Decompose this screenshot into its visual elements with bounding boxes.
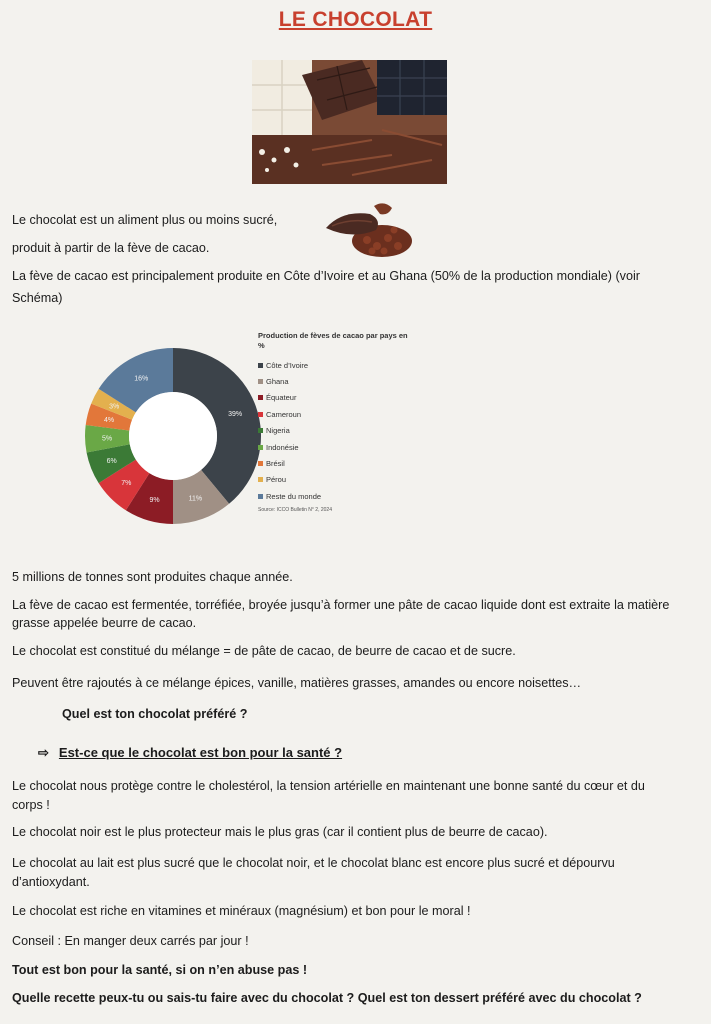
legend-label: Nigeria (266, 426, 290, 436)
health-line-3a: Le chocolat au lait est plus sucré que le chocolat noir, et le chocolat blanc est encore plus sucré et dépourvu (12, 856, 615, 870)
paragraph-process-1: La fève de cacao est fermentée, torréfiée, broyée jusqu’à former une pâte de cacao liquide dont est extraite la matière (12, 598, 670, 612)
legend-item-9 (258, 488, 408, 504)
donut-label-5: 6% (106, 457, 117, 465)
legend-item-7 (258, 455, 408, 471)
legend-swatch (258, 461, 263, 466)
legend-swatch (258, 477, 263, 482)
health-line-1a: Le chocolat nous protège contre le cholestérol, la tension artérielle en maintenant une bonne santé du cœur et du (12, 779, 645, 793)
legend-item-2 (258, 373, 408, 389)
legend-label: Brésil (266, 459, 285, 469)
cocoa-production-donut-chart (80, 334, 270, 544)
legend-item-1 (258, 357, 408, 373)
legend-label: Reste du monde (266, 491, 322, 501)
donut-label-3: 9% (149, 496, 160, 504)
legend-item-8 (258, 472, 408, 488)
paragraph-composition: Le chocolat est constitué du mélange = de pâte de cacao, de beurre de cacao et de sucre. (12, 644, 516, 658)
chart-source: Source: ICCO Bulletin N° 2, 2024 (258, 506, 332, 513)
legend-label: Équateur (266, 393, 297, 403)
legend-swatch (258, 395, 263, 400)
intro-line-3: La fève de cacao est principalement produite en Côte d’Ivoire et au Ghana (50% de la production mondiale) (voir (12, 269, 640, 283)
legend-label: Cameroun (266, 409, 302, 419)
legend-label: Côte d’Ivoire (266, 360, 309, 370)
donut-label-9: 16% (134, 375, 149, 383)
legend-swatch (258, 428, 263, 433)
legend-label: Ghana (266, 377, 289, 387)
intro-line-4: Schéma) (12, 291, 63, 305)
paragraph-additions: Peuvent être rajoutés à ce mélange épices, vanille, matières grasses, amandes ou encore noisettes… (12, 676, 582, 690)
donut-label-7: 4% (104, 417, 115, 425)
donut-label-2: 11% (188, 495, 203, 503)
legend-item-6 (258, 439, 408, 455)
legend-swatch (258, 445, 263, 450)
cocoa-bean-image (322, 196, 414, 262)
legend-item-5 (258, 423, 408, 439)
donut-label-4: 7% (121, 480, 132, 488)
legend-swatch (258, 363, 263, 368)
chocolate-photo (252, 60, 447, 184)
paragraph-production: 5 millions de tonnes sont produites chaque année. (12, 570, 293, 584)
health-heading-text: Est-ce que le chocolat est bon pour la santé ? (58, 745, 343, 760)
donut-label-1: 39% (228, 411, 243, 419)
health-heading (38, 745, 342, 761)
intro-line-1: Le chocolat est un aliment plus ou moins sucré, (12, 213, 278, 227)
legend-swatch (258, 379, 263, 384)
donut-label-8: 3% (109, 403, 120, 411)
legend-item-4 (258, 406, 408, 422)
page-title: LE CHOCOLAT (278, 8, 433, 31)
advice-line: Conseil : En manger deux carrés par jour ! (12, 934, 249, 948)
health-line-4: Le chocolat est riche en vitamines et minéraux (magnésium) et bon pour le moral ! (12, 904, 471, 918)
chart-title: Production de fèves de cacao par pays en % (258, 331, 408, 350)
health-line-2: Le chocolat noir est le plus protecteur mais le plus gras (car il contient plus de beurre de cacao). (12, 825, 548, 839)
chart-legend (258, 331, 408, 514)
question-favourite-chocolate: Quel est ton chocolat préféré ? (62, 707, 248, 721)
legend-swatch (258, 412, 263, 417)
paragraph-process-2: grasse appelée beurre de cacao. (12, 616, 197, 630)
legend-label: Pérou (266, 475, 287, 485)
intro-line-2: produit à partir de la fève de cacao. (12, 241, 210, 255)
arrow-right-icon: ⇨ (38, 745, 49, 760)
donut-label-6: 5% (101, 435, 113, 443)
moderation-line: Tout est bon pour la santé, si on n’en abuse pas ! (12, 963, 308, 977)
recipe-question: Quelle recette peux-tu ou sais-tu faire avec du chocolat ? Quel est ton dessert préféré avec du chocolat ? (12, 991, 642, 1005)
legend-item-3 (258, 390, 408, 406)
legend-swatch (258, 494, 263, 499)
donut-hole (129, 392, 217, 480)
health-line-3b: d’antioxydant. (12, 875, 90, 889)
legend-label: Indonésie (266, 442, 299, 452)
health-line-1b: corps ! (12, 798, 50, 812)
